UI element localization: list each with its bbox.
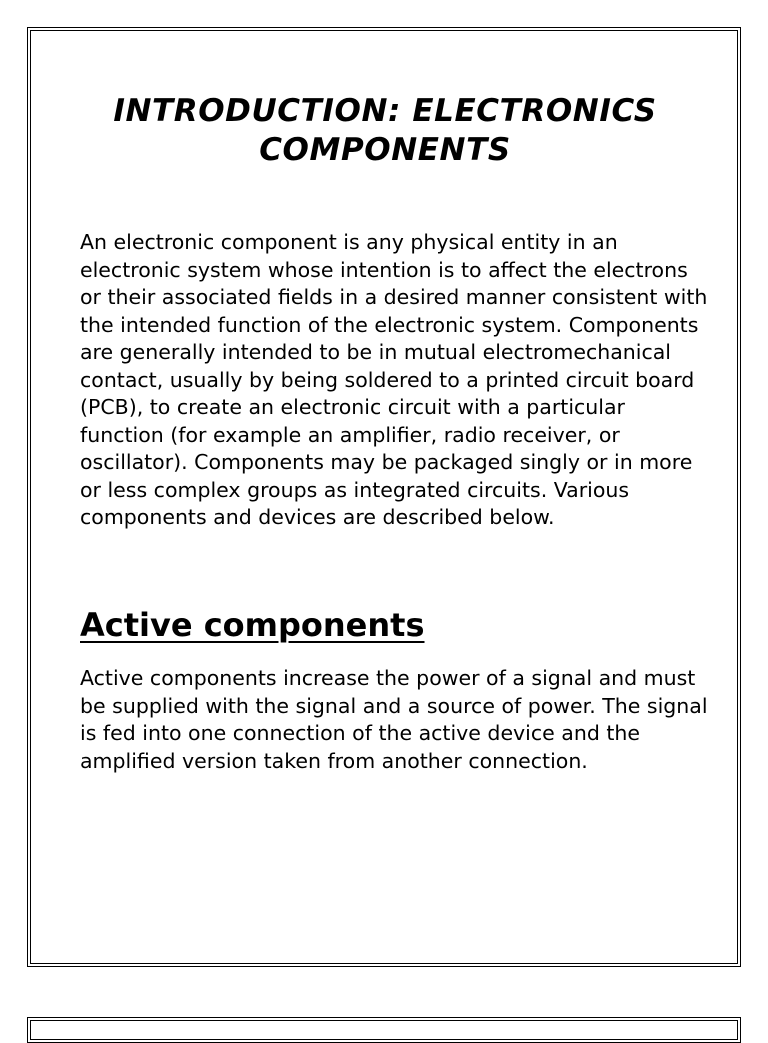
next-page-border	[27, 1017, 741, 1043]
next-page-border-inner	[30, 1020, 738, 1040]
page-title: INTRODUCTION: ELECTRONICS COMPONENTS	[113, 93, 657, 168]
section-paragraph-active-components: Active components increase the power of a signal and must be supplied with the signal and a source of power. The signal is fed into one connection of the active device and the amplified version taken from another connection.	[80, 666, 708, 773]
intro-paragraph: An electronic component is any physical entity in an electronic system whose intention is to affect the electrons or their associated fields in a desired manner consistent with the intended function of the electronic system. Components are generally intended to be in mutual electromechanical contact, usually by being soldered to a printed circuit board (PCB), to create an electronic circuit with a particular function (for example an amplifier, radio receiver, or oscillator). Components may be packaged singly or in more or less complex groups as integrated circuits. Various components and devices are described below.	[80, 230, 708, 529]
section-heading-active-components: Active components	[80, 606, 425, 644]
